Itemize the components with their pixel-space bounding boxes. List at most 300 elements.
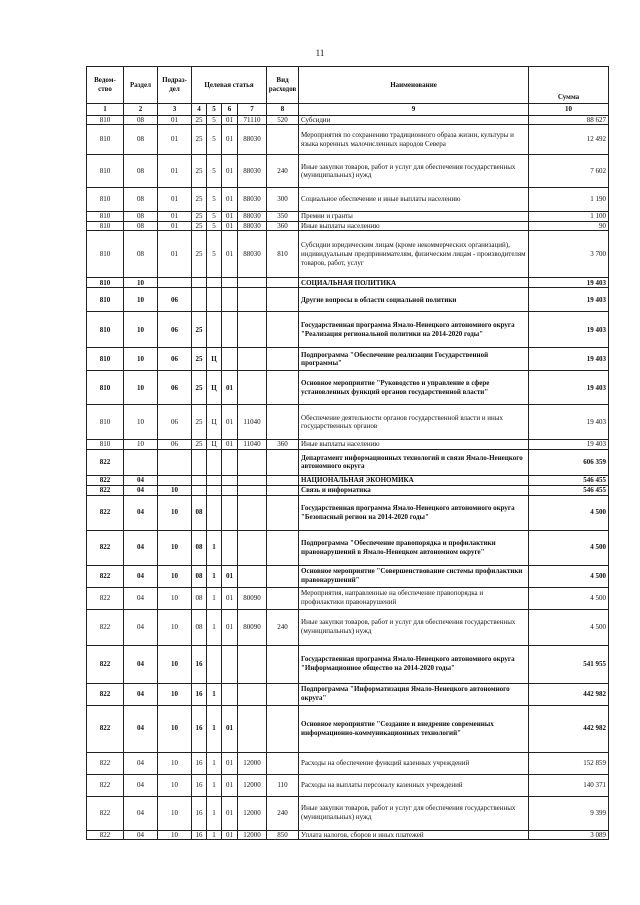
cell-expense-type: [267, 485, 299, 495]
cell-name: Премии и гранты: [299, 212, 529, 222]
cell-program-code: [192, 475, 207, 485]
cell-expense-type: 850: [267, 830, 299, 840]
cell-razdel: 08: [124, 125, 158, 155]
table-row: [87, 587, 609, 609]
cell-direction-code: 12000: [238, 774, 267, 796]
cell-podrazdel: 10: [158, 705, 192, 752]
cell-expense-type: [267, 449, 299, 475]
cell-ved: 810: [87, 212, 124, 222]
cell-event-code: [222, 278, 238, 288]
cell-razdel: 08: [124, 231, 158, 278]
cell-sum: 19 403: [529, 405, 609, 440]
cell-event-code: [222, 683, 238, 705]
cell-razdel: [124, 449, 158, 475]
cell-sum: 19 403: [529, 278, 609, 288]
cell-ved: 810: [87, 288, 124, 312]
cell-program-code: 16: [192, 830, 207, 840]
cell-direction-code: 80090: [238, 587, 267, 609]
cell-ved: 822: [87, 705, 124, 752]
cell-razdel: 08: [124, 155, 158, 188]
cell-ved: 822: [87, 796, 124, 830]
cell-expense-type: [267, 645, 299, 683]
cell-event-code: 01: [222, 231, 238, 278]
cell-razdel: 04: [124, 609, 158, 645]
cell-expense-type: [267, 371, 299, 405]
page-number: 11: [315, 48, 325, 58]
cell-subprogram-code: [207, 288, 222, 312]
cell-subprogram-code: 1: [207, 830, 222, 840]
cell-podrazdel: 06: [158, 371, 192, 405]
cell-ved: 822: [87, 774, 124, 796]
cell-event-code: [222, 475, 238, 485]
cell-program-code: 25: [192, 221, 207, 231]
cell-name: Другие вопросы в области социальной политики: [299, 288, 529, 312]
table-row: [87, 115, 609, 125]
cell-event-code: 01: [222, 221, 238, 231]
cell-podrazdel: 10: [158, 587, 192, 609]
table-row: [87, 830, 609, 840]
cell-sum: 3 089: [529, 830, 609, 840]
cell-direction-code: [238, 371, 267, 405]
cell-direction-code: 71110: [238, 115, 267, 125]
cell-ved: 822: [87, 530, 124, 565]
cell-direction-code: 12000: [238, 830, 267, 840]
table-row: [87, 752, 609, 774]
cell-program-code: 25: [192, 405, 207, 440]
cell-program-code: 16: [192, 752, 207, 774]
table-row: [87, 212, 609, 222]
cell-name: Основное мероприятие "Создание и внедрение современных информационно-коммуникационных технологий": [299, 705, 529, 752]
cell-ved: 810: [87, 188, 124, 212]
cell-program-code: 16: [192, 645, 207, 683]
budget-table-body: [87, 115, 609, 840]
cell-direction-code: 80090: [238, 609, 267, 645]
cell-subprogram-code: Ц: [207, 371, 222, 405]
cell-subprogram-code: [207, 475, 222, 485]
cell-ved: 822: [87, 495, 124, 530]
cell-expense-type: [267, 312, 299, 348]
cell-name: Государственная программа Ямало-Ненецкого автономного округа "Безопасный регион на 2014-2020 годы": [299, 495, 529, 530]
header-sum: Сумма: [529, 67, 609, 104]
cell-expense-type: [267, 125, 299, 155]
cell-sum: 606 359: [529, 449, 609, 475]
cell-razdel: 04: [124, 752, 158, 774]
cell-podrazdel: 01: [158, 231, 192, 278]
cell-sum: 4 500: [529, 609, 609, 645]
cell-razdel: 04: [124, 830, 158, 840]
cell-podrazdel: 01: [158, 212, 192, 222]
cell-subprogram-code: 5: [207, 212, 222, 222]
cell-podrazdel: 01: [158, 221, 192, 231]
cell-event-code: 01: [222, 440, 238, 450]
cell-razdel: 08: [124, 212, 158, 222]
cell-sum: 546 455: [529, 475, 609, 485]
cell-sum: 442 982: [529, 705, 609, 752]
cell-ved: 822: [87, 830, 124, 840]
table-row: [87, 683, 609, 705]
cell-event-code: 01: [222, 705, 238, 752]
cell-sum: 19 403: [529, 371, 609, 405]
cell-expense-type: [267, 683, 299, 705]
cell-podrazdel: 06: [158, 312, 192, 348]
cell-expense-type: [267, 348, 299, 371]
cell-program-code: 25: [192, 440, 207, 450]
cell-razdel: 10: [124, 288, 158, 312]
cell-expense-type: [267, 587, 299, 609]
table-row: [87, 645, 609, 683]
cell-sum: 90: [529, 221, 609, 231]
cell-sum: 152 859: [529, 752, 609, 774]
cell-name: Подпрограмма "Информатизация Ямало-Ненецкого автономного округа": [299, 683, 529, 705]
cell-name: Подпрограмма "Обеспечение реализации Государственной программы": [299, 348, 529, 371]
table-row: [87, 495, 609, 530]
table-row: [87, 288, 609, 312]
cell-program-code: 25: [192, 125, 207, 155]
cell-ved: 810: [87, 155, 124, 188]
cell-program-code: 25: [192, 348, 207, 371]
table-row: [87, 221, 609, 231]
column-number: 9: [299, 104, 529, 116]
cell-name: НАЦИОНАЛЬНАЯ ЭКОНОМИКА: [299, 475, 529, 485]
cell-sum: 4 500: [529, 495, 609, 530]
cell-razdel: 10: [124, 405, 158, 440]
cell-event-code: 01: [222, 155, 238, 188]
cell-name: Государственная программа Ямало-Ненецкого автономного округа "Реализация региональной политики на 2014-2020 годы": [299, 312, 529, 348]
table-row: [87, 312, 609, 348]
table-row: [87, 449, 609, 475]
cell-sum: 140 371: [529, 774, 609, 796]
cell-ved: 810: [87, 440, 124, 450]
cell-name: Иные выплаты населению: [299, 221, 529, 231]
table-row: [87, 155, 609, 188]
cell-subprogram-code: [207, 495, 222, 530]
cell-name: Основное мероприятие "Совершенствование системы профилактики правонарушений": [299, 565, 529, 587]
cell-event-code: [222, 312, 238, 348]
cell-name: Иные закупки товаров, работ и услуг для обеспечения государственных (муниципальных) нужд: [299, 155, 529, 188]
cell-direction-code: [238, 705, 267, 752]
cell-razdel: 10: [124, 312, 158, 348]
cell-program-code: 08: [192, 609, 207, 645]
cell-sum: 1 190: [529, 188, 609, 212]
table-row: [87, 348, 609, 371]
cell-podrazdel: [158, 475, 192, 485]
cell-sum: 3 700: [529, 231, 609, 278]
cell-name: Уплата налогов, сборов и иных платежей: [299, 830, 529, 840]
cell-direction-code: [238, 485, 267, 495]
cell-subprogram-code: 1: [207, 774, 222, 796]
header-row: [87, 67, 609, 104]
cell-ved: 822: [87, 449, 124, 475]
cell-direction-code: 88030: [238, 155, 267, 188]
cell-direction-code: [238, 645, 267, 683]
cell-ved: 810: [87, 405, 124, 440]
cell-podrazdel: 06: [158, 348, 192, 371]
cell-subprogram-code: 5: [207, 115, 222, 125]
cell-podrazdel: 01: [158, 155, 192, 188]
cell-razdel: 04: [124, 495, 158, 530]
cell-event-code: 01: [222, 212, 238, 222]
cell-ved: 822: [87, 609, 124, 645]
cell-direction-code: 11040: [238, 405, 267, 440]
cell-podrazdel: 10: [158, 796, 192, 830]
cell-subprogram-code: [207, 278, 222, 288]
cell-sum: 88 627: [529, 115, 609, 125]
column-number-row: [87, 104, 609, 116]
cell-podrazdel: 06: [158, 405, 192, 440]
cell-program-code: 08: [192, 587, 207, 609]
cell-name: Социальное обеспечение и иные выплаты населению: [299, 188, 529, 212]
cell-razdel: 10: [124, 440, 158, 450]
cell-podrazdel: 10: [158, 565, 192, 587]
cell-podrazdel: 06: [158, 440, 192, 450]
cell-event-code: 01: [222, 371, 238, 405]
cell-name: Субсидии юридическим лицам (кроме некоммерческих организаций), индивидуальным предпринимателям, физическим лицам - производителям товаров, работ, услуг: [299, 231, 529, 278]
table-row: [87, 705, 609, 752]
cell-ved: 822: [87, 645, 124, 683]
cell-subprogram-code: 1: [207, 609, 222, 645]
cell-sum: 442 982: [529, 683, 609, 705]
cell-program-code: [192, 288, 207, 312]
cell-direction-code: [238, 530, 267, 565]
cell-name: Мероприятия по сохранению традиционного образа жизни, культуры и языка коренных малочисленных народов Севера: [299, 125, 529, 155]
cell-name: Департамент информационных технологий и связи Ямало-Ненецкого автономного округа: [299, 449, 529, 475]
cell-ved: 822: [87, 565, 124, 587]
cell-program-code: [192, 449, 207, 475]
cell-sum: 19 403: [529, 312, 609, 348]
cell-expense-type: 350: [267, 212, 299, 222]
cell-expense-type: 360: [267, 221, 299, 231]
cell-expense-type: [267, 288, 299, 312]
cell-expense-type: 240: [267, 609, 299, 645]
cell-subprogram-code: Ц: [207, 405, 222, 440]
cell-razdel: 04: [124, 587, 158, 609]
cell-direction-code: 11040: [238, 440, 267, 450]
cell-subprogram-code: 5: [207, 231, 222, 278]
cell-expense-type: 110: [267, 774, 299, 796]
cell-name: Субсидии: [299, 115, 529, 125]
header-expense-type: Вид расходов: [267, 67, 299, 104]
cell-direction-code: 88030: [238, 231, 267, 278]
cell-subprogram-code: 1: [207, 530, 222, 565]
cell-direction-code: [238, 288, 267, 312]
column-number: 2: [124, 104, 158, 116]
cell-razdel: 04: [124, 645, 158, 683]
cell-subprogram-code: 5: [207, 155, 222, 188]
cell-podrazdel: 10: [158, 495, 192, 530]
cell-subprogram-code: 1: [207, 705, 222, 752]
cell-subprogram-code: Ц: [207, 348, 222, 371]
cell-event-code: [222, 485, 238, 495]
cell-program-code: 25: [192, 371, 207, 405]
header-ved: Ведом-ство: [87, 67, 124, 104]
cell-razdel: 10: [124, 278, 158, 288]
cell-expense-type: [267, 565, 299, 587]
cell-ved: 810: [87, 371, 124, 405]
cell-subprogram-code: 5: [207, 221, 222, 231]
cell-subprogram-code: 5: [207, 125, 222, 155]
cell-name: Иные закупки товаров, работ и услуг для обеспечения государственных (муниципальных) нужд: [299, 796, 529, 830]
cell-subprogram-code: [207, 312, 222, 348]
cell-sum: 19 403: [529, 348, 609, 371]
cell-program-code: [192, 278, 207, 288]
cell-expense-type: 360: [267, 440, 299, 450]
column-number: 3: [158, 104, 192, 116]
cell-event-code: 01: [222, 587, 238, 609]
cell-direction-code: 88030: [238, 221, 267, 231]
cell-podrazdel: 01: [158, 188, 192, 212]
cell-program-code: 08: [192, 565, 207, 587]
cell-direction-code: [238, 475, 267, 485]
cell-name: СОЦИАЛЬНАЯ ПОЛИТИКА: [299, 278, 529, 288]
cell-event-code: 01: [222, 565, 238, 587]
cell-podrazdel: 10: [158, 645, 192, 683]
cell-event-code: 01: [222, 125, 238, 155]
cell-ved: 810: [87, 231, 124, 278]
column-number: 7: [238, 104, 267, 116]
cell-ved: 810: [87, 278, 124, 288]
table-row: [87, 231, 609, 278]
cell-podrazdel: 01: [158, 115, 192, 125]
cell-program-code: 16: [192, 705, 207, 752]
cell-event-code: 01: [222, 796, 238, 830]
cell-expense-type: [267, 475, 299, 485]
cell-direction-code: 88030: [238, 125, 267, 155]
cell-direction-code: [238, 348, 267, 371]
cell-direction-code: 88030: [238, 188, 267, 212]
cell-direction-code: 12000: [238, 796, 267, 830]
column-number: 6: [222, 104, 238, 116]
cell-sum: 4 500: [529, 565, 609, 587]
cell-program-code: [192, 485, 207, 495]
cell-subprogram-code: 1: [207, 565, 222, 587]
table-row: [87, 125, 609, 155]
cell-event-code: [222, 288, 238, 312]
cell-razdel: 10: [124, 348, 158, 371]
header-podrazdel: Подраз-дел: [158, 67, 192, 104]
cell-razdel: 04: [124, 475, 158, 485]
header-target-article: Целевая статья: [192, 67, 267, 104]
cell-direction-code: [238, 449, 267, 475]
cell-event-code: [222, 645, 238, 683]
cell-program-code: 25: [192, 115, 207, 125]
column-number: 1: [87, 104, 124, 116]
cell-sum: 7 602: [529, 155, 609, 188]
cell-razdel: 04: [124, 485, 158, 495]
cell-subprogram-code: 1: [207, 587, 222, 609]
cell-name: Государственная программа Ямало-Ненецкого автономного округа "Информационное общество на 2014-2020 годы": [299, 645, 529, 683]
table-row: [87, 774, 609, 796]
cell-expense-type: 810: [267, 231, 299, 278]
cell-name: Иные выплаты населению: [299, 440, 529, 450]
cell-ved: 822: [87, 683, 124, 705]
cell-direction-code: [238, 278, 267, 288]
cell-razdel: 04: [124, 796, 158, 830]
cell-expense-type: 240: [267, 155, 299, 188]
cell-sum: 19 403: [529, 288, 609, 312]
cell-podrazdel: 10: [158, 683, 192, 705]
cell-name: Основное мероприятие "Руководство и управление в сфере установленных функций органов государственной власти": [299, 371, 529, 405]
cell-event-code: 01: [222, 609, 238, 645]
cell-razdel: 04: [124, 565, 158, 587]
cell-subprogram-code: Ц: [207, 440, 222, 450]
table-row: [87, 609, 609, 645]
cell-subprogram-code: [207, 485, 222, 495]
table-row: [87, 371, 609, 405]
cell-program-code: 16: [192, 796, 207, 830]
column-number: 10: [529, 104, 609, 116]
table-row: [87, 440, 609, 450]
cell-program-code: 25: [192, 312, 207, 348]
budget-table: [86, 66, 609, 840]
cell-ved: 822: [87, 475, 124, 485]
cell-event-code: [222, 530, 238, 565]
cell-expense-type: [267, 752, 299, 774]
header-name: Наименование: [299, 67, 529, 104]
cell-ved: 822: [87, 587, 124, 609]
cell-direction-code: [238, 312, 267, 348]
cell-sum: 4 500: [529, 530, 609, 565]
table-row: [87, 188, 609, 212]
header-razdel: Раздел: [124, 67, 158, 104]
cell-ved: 822: [87, 485, 124, 495]
cell-sum: 546 455: [529, 485, 609, 495]
cell-event-code: 01: [222, 405, 238, 440]
cell-sum: 1 100: [529, 212, 609, 222]
cell-name: Подпрограмма "Обеспечение правопорядка и профилактики правонарушений в Ямало-Ненецком автономном округе": [299, 530, 529, 565]
cell-podrazdel: 10: [158, 485, 192, 495]
table-row: [87, 796, 609, 830]
cell-subprogram-code: 5: [207, 188, 222, 212]
cell-sum: 12 492: [529, 125, 609, 155]
column-number: 8: [267, 104, 299, 116]
cell-program-code: 16: [192, 774, 207, 796]
cell-program-code: 25: [192, 188, 207, 212]
cell-program-code: 08: [192, 530, 207, 565]
cell-expense-type: 240: [267, 796, 299, 830]
cell-sum: 4 500: [529, 587, 609, 609]
cell-expense-type: [267, 530, 299, 565]
cell-razdel: 10: [124, 371, 158, 405]
cell-subprogram-code: [207, 449, 222, 475]
cell-podrazdel: 10: [158, 774, 192, 796]
cell-subprogram-code: 1: [207, 683, 222, 705]
cell-name: Расходы на обеспечение функций казенных учреждений: [299, 752, 529, 774]
cell-event-code: [222, 348, 238, 371]
column-number: 5: [207, 104, 222, 116]
cell-program-code: 25: [192, 212, 207, 222]
cell-event-code: [222, 449, 238, 475]
cell-program-code: 25: [192, 155, 207, 188]
cell-event-code: 01: [222, 188, 238, 212]
cell-name: Обеспечение деятельности органов государственной власти и иных государственных органов: [299, 405, 529, 440]
cell-podrazdel: 01: [158, 125, 192, 155]
cell-sum: 9 399: [529, 796, 609, 830]
cell-ved: 810: [87, 125, 124, 155]
cell-subprogram-code: 1: [207, 752, 222, 774]
cell-razdel: 08: [124, 221, 158, 231]
cell-ved: 810: [87, 221, 124, 231]
cell-podrazdel: 10: [158, 830, 192, 840]
cell-razdel: 04: [124, 683, 158, 705]
cell-expense-type: [267, 278, 299, 288]
cell-program-code: 25: [192, 231, 207, 278]
cell-expense-type: [267, 495, 299, 530]
cell-podrazdel: 10: [158, 752, 192, 774]
cell-name: Иные закупки товаров, работ и услуг для обеспечения государственных (муниципальных) нужд: [299, 609, 529, 645]
cell-razdel: 08: [124, 115, 158, 125]
cell-name: Связь и информатика: [299, 485, 529, 495]
cell-expense-type: 520: [267, 115, 299, 125]
